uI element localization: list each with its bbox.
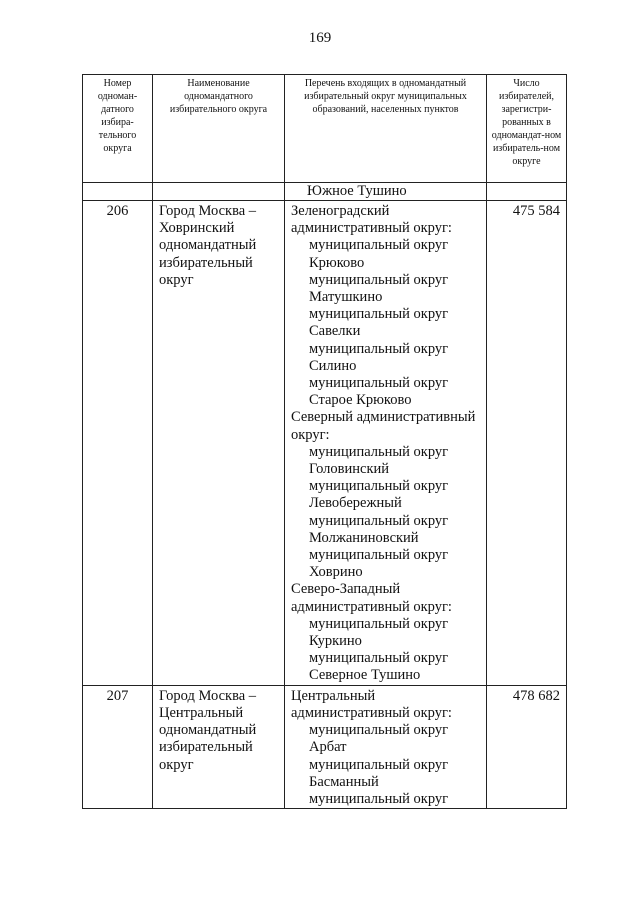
area-line: Головинский: [309, 461, 390, 478]
area-line: Северный административный: [291, 409, 476, 426]
continuation-cell-areas: [285, 183, 487, 201]
area-line: муниципальный округ: [309, 306, 449, 323]
district-voters: 475 584: [487, 201, 567, 686]
area-line: муниципальный округ: [309, 650, 449, 667]
district-table: [82, 74, 567, 809]
district-number: 206: [83, 201, 153, 686]
district-name-line: одномандатный: [159, 237, 257, 254]
continuation-row: [83, 183, 567, 201]
district-name-line: избирательный: [159, 254, 253, 271]
area-line: Силино: [309, 357, 357, 374]
area-line: муниципальный округ: [309, 375, 449, 392]
header-composition: Перечень входящих в одномандатный избирательный округ муниципальных образований, населенных пунктов: [285, 75, 487, 183]
area-line: Крюково: [309, 254, 365, 271]
district-name-line: округ: [159, 756, 194, 773]
area-line: Левобережный: [309, 495, 402, 512]
area-line: Арбат: [309, 739, 347, 756]
area-line: муниципальный округ: [309, 340, 449, 357]
district-voters: 478 682: [487, 685, 567, 808]
area-line: муниципальный округ: [309, 237, 449, 254]
header-voters: Число избирателей, зарегистри-рованных в одномандат-ном избиратель-ном округе: [487, 75, 567, 183]
district-name: [153, 201, 285, 686]
area-line: Ховрино: [309, 564, 363, 581]
district-name-line: Город Москва –: [159, 203, 257, 219]
district-name-line: Центральный: [159, 704, 244, 721]
district-areas: [285, 201, 487, 686]
area-line: Басманный: [309, 773, 379, 790]
district-name-line: Город Москва –: [159, 687, 257, 704]
area-line: муниципальный округ: [309, 512, 449, 529]
area-line: Центральный: [291, 687, 376, 704]
district-areas: [285, 685, 487, 808]
district-name-line: округ: [159, 271, 194, 288]
area-line: муниципальный округ: [309, 443, 449, 460]
district-name-line: Ховринский: [159, 220, 235, 237]
table-row: [83, 685, 567, 808]
area-line: Матушкино: [309, 289, 383, 306]
table-row: [83, 201, 567, 686]
area-line: муниципальный округ: [309, 756, 449, 773]
area-line: муниципальный округ: [309, 615, 449, 632]
table-header-row: [83, 75, 567, 183]
area-line: Северное Тушино: [309, 667, 421, 684]
area-line: Северо-Западный: [291, 581, 401, 598]
area-line: муниципальный округ: [309, 478, 449, 495]
area-line: административный округ:: [291, 704, 452, 721]
area-line: административный округ:: [291, 220, 452, 237]
area-line: Савелки: [309, 323, 361, 340]
district-name: [153, 685, 285, 808]
page-number: 169: [308, 30, 332, 46]
district-number: 207: [83, 685, 153, 808]
area-line: муниципальный округ: [309, 271, 449, 288]
header-name: Наименование одномандатного избирательного округа: [153, 75, 285, 183]
continuation-cell-number: [83, 183, 153, 201]
continuation-cell-voters: [487, 183, 567, 201]
area-line: Старое Крюково: [309, 392, 412, 409]
area-line: Куркино: [309, 633, 362, 650]
area-line: Зеленоградский: [291, 203, 390, 219]
continuation-text: Южное Тушино: [307, 183, 407, 199]
area-line: муниципальный округ: [309, 547, 449, 564]
area-line: округ:: [291, 426, 330, 443]
area-line: административный округ:: [291, 598, 452, 615]
area-line: Молжаниновский: [309, 529, 419, 546]
continuation-cell-name: [153, 183, 285, 201]
area-line: муниципальный округ: [309, 722, 449, 739]
header-number: Номер одноман-датного избира-тельного округа: [83, 75, 153, 183]
district-name-line: одномандатный: [159, 722, 257, 739]
district-name-line: избирательный: [159, 739, 253, 756]
area-line: муниципальный округ: [309, 790, 449, 807]
